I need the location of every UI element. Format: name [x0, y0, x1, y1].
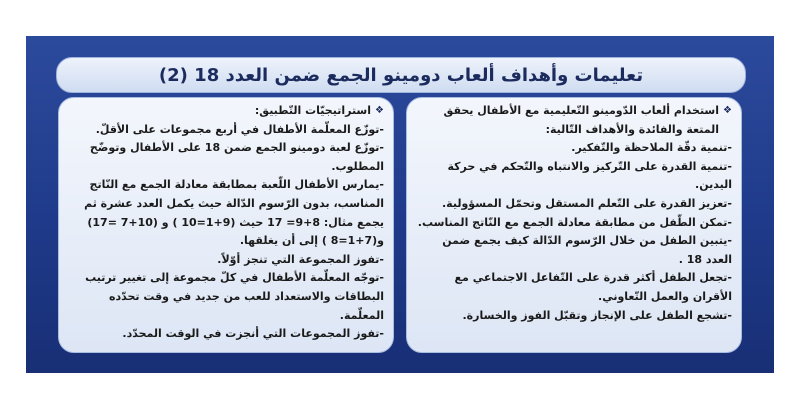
strategy-item: -تفوز المجموعة التي تنجز أوّلاً. — [217, 252, 384, 266]
objective-item: -تمكن الطّفل من مطابقة معادلة الجمع مع النّاتج المناسب. — [417, 215, 732, 229]
objectives-heading-text: استخدام ألعاب الدّومينو التّعليمية مع الأطفال يحقق المتعة والفائدة والأهداف التّالية: — [443, 104, 720, 136]
strategy-item: -توزّع لعبة دومينو الجمع ضمن 18 على الأطفال وتوضّح المطلوب. — [89, 141, 384, 173]
objective-item: -تشجع الطفل على الإنجاز وتقبّل الفوز والخسارة. — [462, 308, 732, 322]
strategy-item: -يمارس الأطفال اللّعبة بمطابقة معادلة الجمع مع النّاتج المناسب، بدون الرّسوم الدّالة حيث يكمل العدد عشرة ثم يجمع مثال: 8+9= 17 حيث (9+1=10 ) و (10+7 =17) و(7+1=8 ) إلى أن يغلقها. — [84, 178, 384, 248]
objective-item: -تجعل الطفل أكثر قدرة على التّفاعل الاجتماعي مع الأقران والعمل التّعاوني. — [454, 271, 732, 303]
page-title: تعليمات وأهداف ألعاب دومينو الجمع ضمن العدد 18 (2) — [158, 64, 644, 86]
objective-item: -يتبين الطفل من خلال الرّسوم الدّالة كيف يجمع ضمن العدد 18 . — [442, 234, 732, 266]
strategies-panel — [58, 97, 394, 353]
diamond-bullet-icon: ❖ — [723, 105, 732, 116]
strategy-item: -توجّه المعلّمة الأطفال في كلّ مجموعة إلى تغيير ترتيب البطاقات والاستعداد للعب من جديد في وقت تحدّده المعلّمة. — [85, 271, 384, 322]
strategies-heading-text: استراتيجيّات التّطبيق: — [254, 104, 372, 117]
strategies-heading — [67, 102, 384, 121]
objectives-heading — [415, 102, 732, 139]
objective-item: -تنمية دقّة الملاحظة والتّفكير. — [571, 141, 732, 155]
diamond-bullet-icon: ❖ — [375, 105, 384, 116]
strategy-item: -توزّع المعلّمة الأطفال في أربع مجموعات على الأقلّ. — [95, 122, 384, 136]
strategy-item: -تفوز المجموعات التي أنجزت في الوقت المحدّد. — [122, 327, 384, 341]
title-banner — [56, 57, 746, 93]
objectives-panel — [406, 97, 742, 353]
objective-item: -تنمية القدرة على التّركيز والانتباه والتّحكم في حركة اليدين. — [447, 159, 732, 192]
objective-item: -تعزيز القدرة على التّعلم المستقل وتحمّل المسؤولية. — [441, 196, 732, 210]
